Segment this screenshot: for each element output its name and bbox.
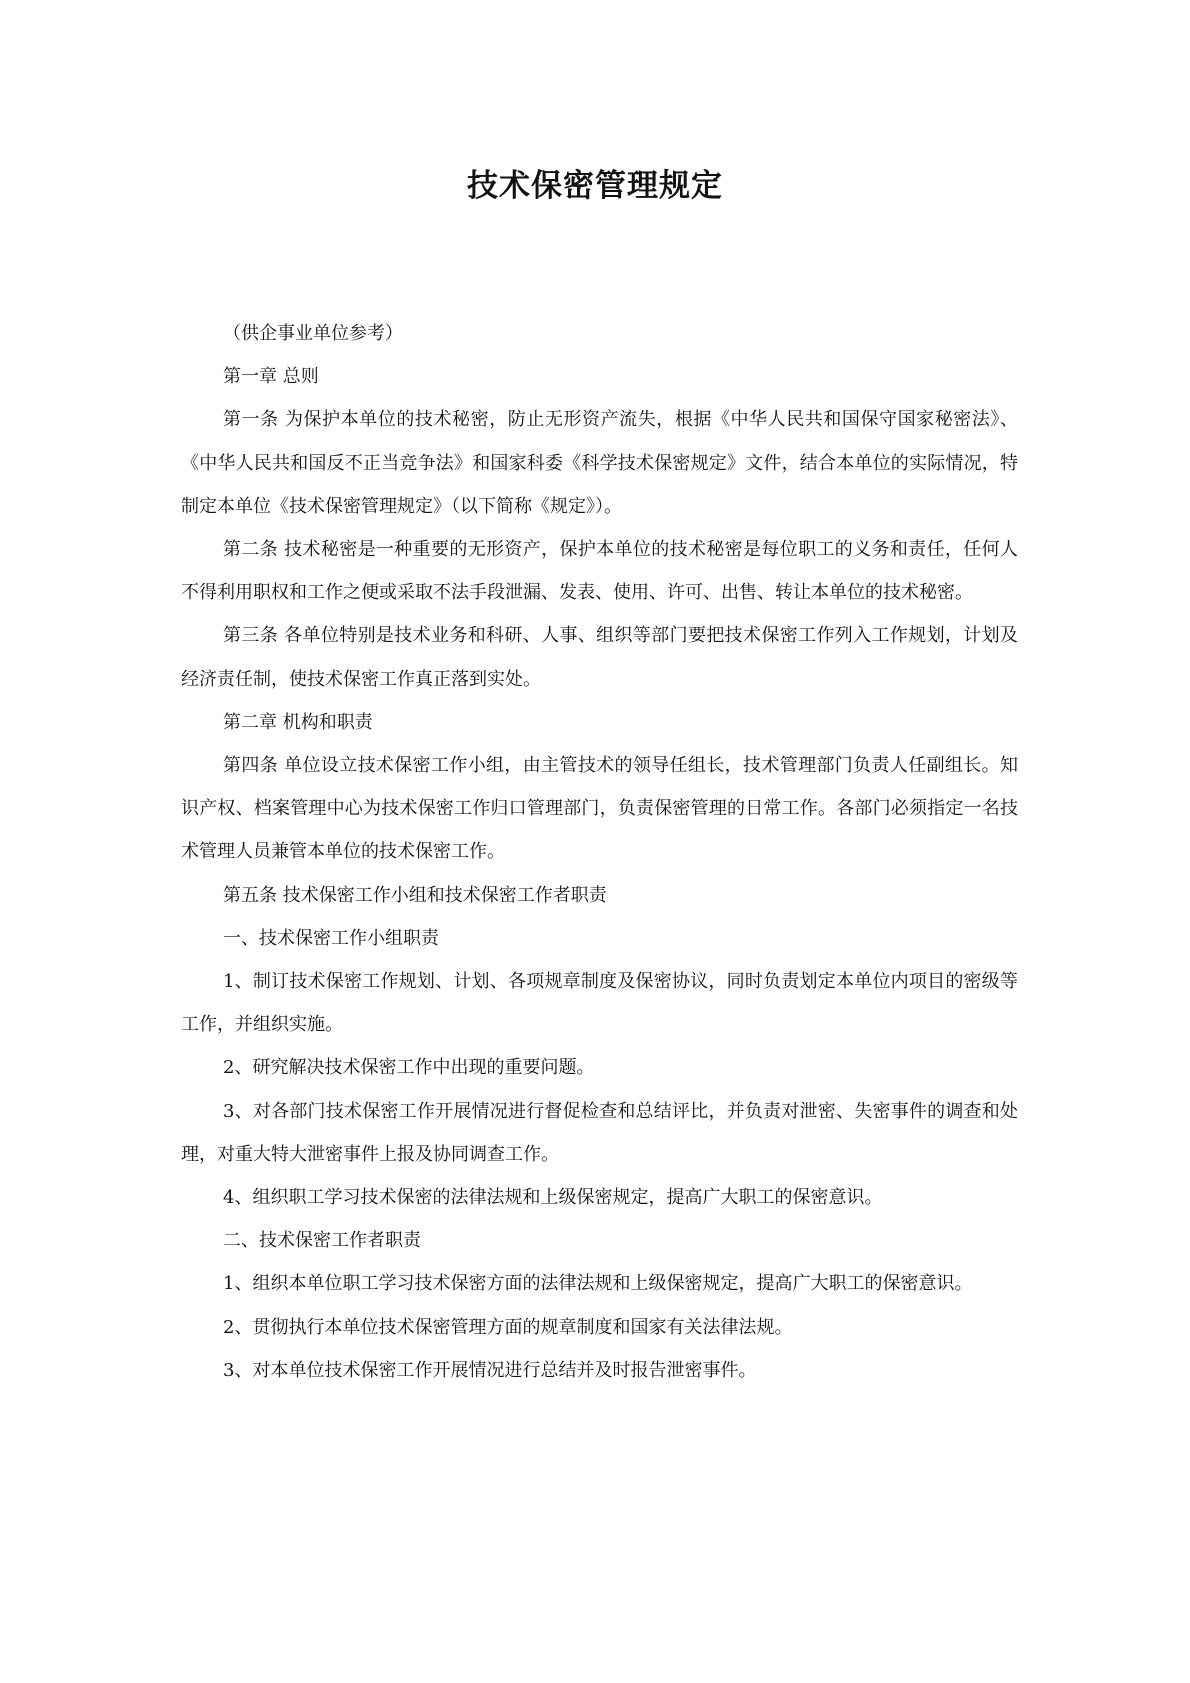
document-title: 技术保密管理规定 xyxy=(467,168,723,204)
section-heading: 一、技术保密工作小组职责 xyxy=(223,927,439,949)
list-item: 4、组织职工学习技术保密的法律法规和上级保密规定，提高广大职工的保密意识。 xyxy=(223,1187,883,1209)
article-paragraph: 第四条 单位设立技术保密工作小组，由主管技术的领导任组长，技术管理部门负责人任副组长。知识产权、档案管理中心为技术保密工作归口管理部门，负责保密管理的日常工作。各部门必须指定一名技术管理人员兼管本单位的技术保密工作。 xyxy=(181,755,1018,863)
document-body xyxy=(181,312,1018,1392)
list-item: 3、对各部门技术保密工作开展情况进行督促检查和总结评比，并负责对泄密、失密事件的调查和处理，对重大特大泄密事件上报及协同调查工作。 xyxy=(181,1100,1018,1165)
list-item: 2、贯彻执行本单位技术保密管理方面的规章制度和国家有关法律法规。 xyxy=(223,1316,793,1338)
article-paragraph: 第二条 技术秘密是一种重要的无形资产，保护本单位的技术秘密是每位职工的义务和责任，任何人不得利用职权和工作之便或采取不法手段泄漏、发表、使用、许可、出售、转让本单位的技术秘密。 xyxy=(181,539,1018,604)
article-paragraph: 第一条 为保护本单位的技术秘密，防止无形资产流失，根据《中华人民共和国保守国家秘密法》、《中华人民共和国反不正当竞争法》和国家科委《科学技术保密规定》文件，结合本单位的实际情况，特制定本单位《技术保密管理规定》（以下简称《规定》）。 xyxy=(181,409,1018,517)
list-item: 1、制订技术保密工作规划、计划、各项规章制度及保密协议，同时负责划定本单位内项目的密级等工作，并组织实施。 xyxy=(181,971,1018,1036)
article-paragraph: 第三条 各单位特别是技术业务和科研、人事、组织等部门要把技术保密工作列入工作规划，计划及经济责任制，使技术保密工作真正落到实处。 xyxy=(181,625,1018,690)
chapter-heading: 第一章 总则 xyxy=(223,366,319,388)
article-paragraph: 第五条 技术保密工作小组和技术保密工作者职责 xyxy=(223,884,607,906)
list-item: 3、对本单位技术保密工作开展情况进行总结并及时报告泄密事件。 xyxy=(223,1359,757,1381)
section-heading: 二、技术保密工作者职责 xyxy=(223,1230,421,1252)
chapter-heading: 第二章 机构和职责 xyxy=(223,711,373,733)
paragraph-note: （供企事业单位参考） xyxy=(223,323,403,344)
list-item: 2、研究解决技术保密工作中出现的重要问题。 xyxy=(223,1057,595,1079)
list-item: 1、组织本单位职工学习技术保密方面的法律法规和上级保密规定，提高广大职工的保密意识。 xyxy=(223,1273,973,1295)
